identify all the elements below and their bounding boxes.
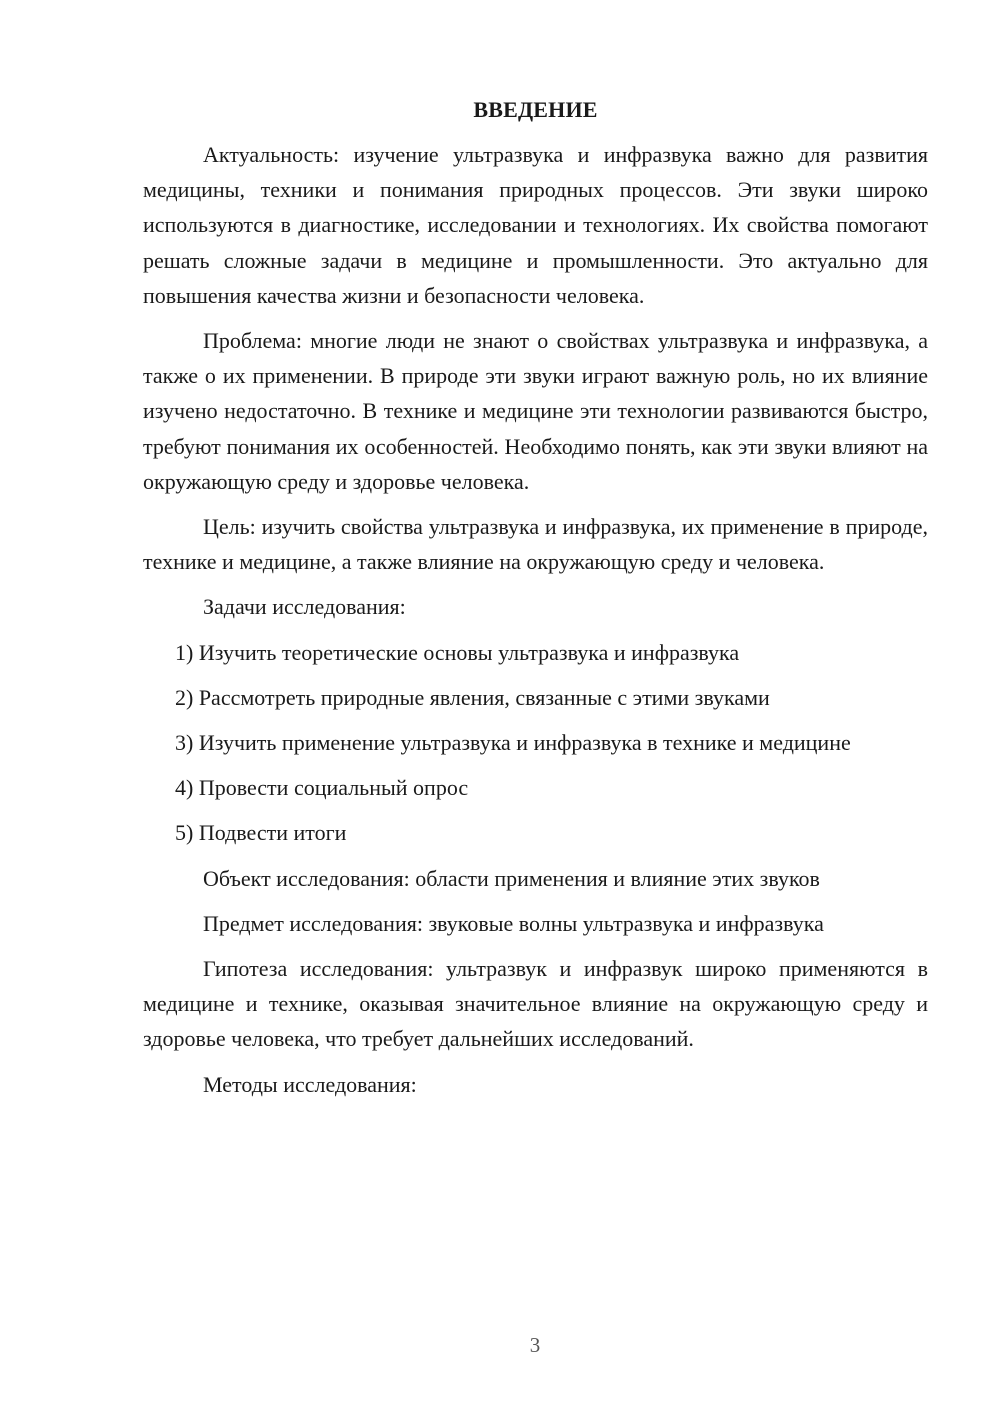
page-title: ВВЕДЕНИЕ [473,97,598,122]
paragraph-goal: Цель: изучить свойства ультразвука и инфразвука, их применение в природе, технике и медицине, а также влияние на окружающую среду и человека. [143,514,928,575]
paragraph-relevance: Актуальность: изучение ультразвука и инфразвука важно для развития медицины, техники и понимания природных процессов. Эти звуки широко используются в диагностике, исследовании и технологиях. Их свойства помогают решать сложные задачи в медицине и промышленности. Это актуально для повышения качества жизни и безопасности человека. [143,142,928,308]
paragraph-problem: Проблема: многие люди не знают о свойствах ультразвука и инфразвука, а также о их применении. В природе эти звуки играют важную роль, но их влияние изучено недостаточно. В технике и медицине эти технологии развиваются быстро, требуют понимания их особенностей. Необходимо понять, как эти звуки влияют на окружающую среду и здоровье человека. [143,328,928,494]
page-body [143,92,928,1112]
task-item-2: 2) Рассмотреть природные явления, связанные с этими звуками [175,684,770,710]
task-item-3: 3) Изучить применение ультразвука и инфразвука в технике и медицине [175,730,851,756]
paragraph-object: Объект исследования: области применения и влияние этих звуков [203,865,820,891]
paragraph-subject: Предмет исследования: звуковые волны ультразвука и инфразвука [203,910,824,936]
task-item-4: 4) Провести социальный опрос [175,775,469,801]
paragraph-hypothesis: Гипотеза исследования: ультразвук и инфразвук широко применяются в медицине и технике, оказывая значительное влияние на окружающую среду и здоровье человека, что требует дальнейших исследований. [143,956,928,1052]
tasks-title: Задачи исследования: [203,594,406,620]
methods-title: Методы исследования: [203,1071,417,1097]
page-number: 3 [529,1333,541,1357]
task-item-5: 5) Подвести итоги [175,820,347,846]
task-item-1: 1) Изучить теоретические основы ультразвука и инфразвука [175,639,740,665]
